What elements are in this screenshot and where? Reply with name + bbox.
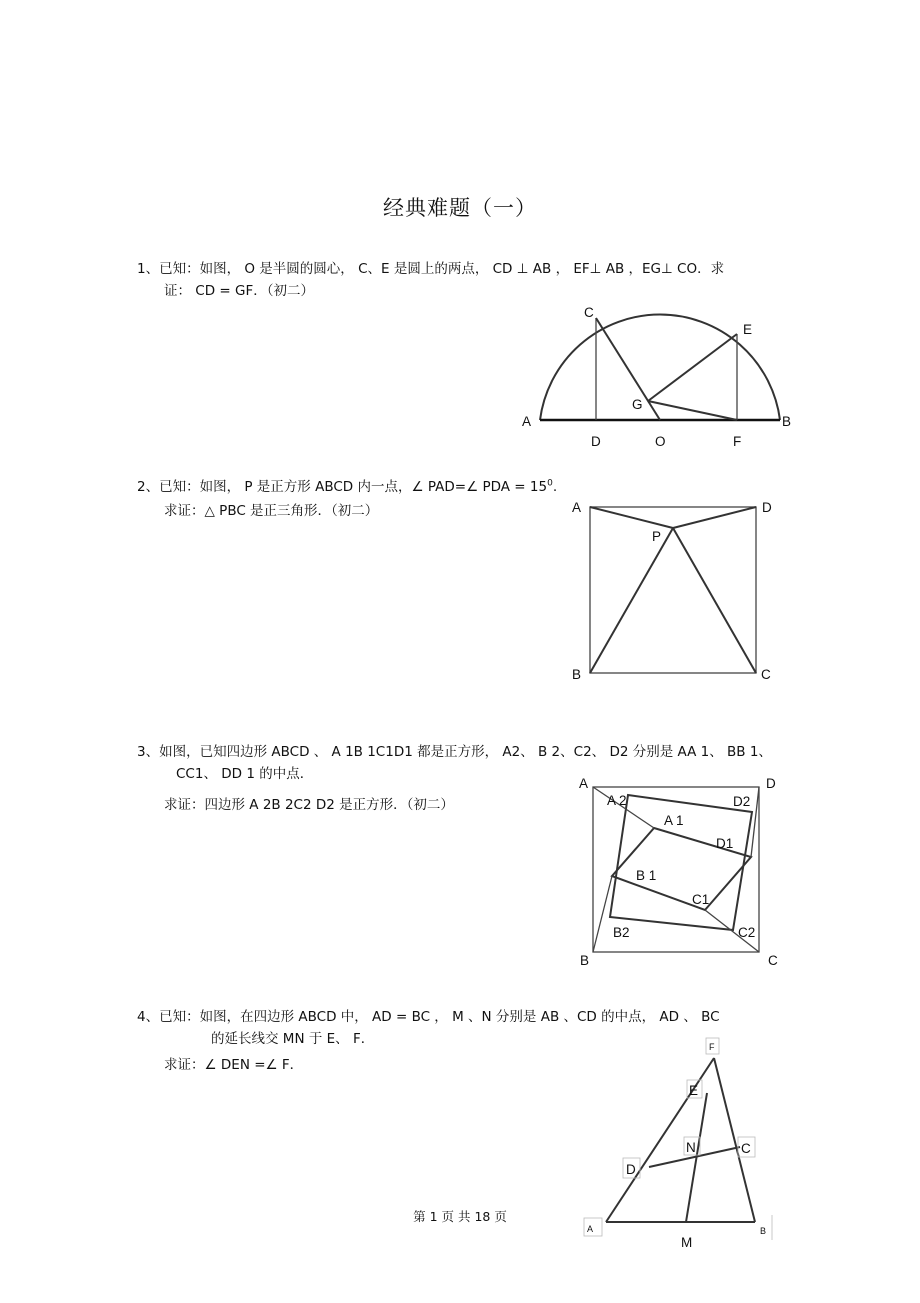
- figure-1-semicircle: [522, 305, 791, 449]
- segment-eg: [648, 334, 737, 401]
- label-C: C: [741, 1141, 751, 1156]
- problem-2-line-1: 2、已知：如图， P 是正方形 ABCD 内一点，∠ PAD=∠ PDA = $15^0$.: [137, 478, 558, 495]
- label-A: A: [587, 1224, 594, 1234]
- problem-2-line-2: 求证：△ PBC 是正三角形．（初二）: [164, 503, 379, 519]
- label-A: A: [572, 500, 582, 515]
- label-F: F: [733, 434, 742, 449]
- label-E: E: [743, 322, 753, 337]
- label-D: D: [766, 776, 776, 791]
- figure-2-square: [572, 500, 772, 682]
- label-B2: B2: [613, 925, 630, 940]
- page-footer: 第 1 页 共 18 页: [413, 1209, 507, 1224]
- segment-gf: [648, 401, 737, 420]
- label-A: A: [579, 776, 589, 791]
- figure-3-nested-squares: [579, 776, 778, 968]
- problem-3-line-2: CC1、 DD 1 的中点．: [176, 766, 314, 782]
- label-D: D: [591, 434, 601, 449]
- problem-4-line-1: 4、已知：如图，在四边形 ABCD 中， AD = BC ， M 、N 分别是 AB 、CD 的中点， AD 、 BC: [137, 1009, 720, 1025]
- label-B: B: [572, 667, 582, 682]
- segment-co: [596, 318, 660, 420]
- label-C2: C2: [738, 925, 756, 940]
- problem-1-line-1: 1、已知：如图， O 是半圆的圆心， C、E 是圆上的两点， CD ⊥ AB ， EF⊥ AB ，EG⊥ CO．求: [137, 261, 725, 277]
- label-P: P: [652, 529, 662, 544]
- label-C: C: [761, 667, 771, 682]
- page-title: 经典难题（一）: [383, 196, 537, 220]
- label-B1: B 1: [636, 868, 657, 883]
- segment-bf: [714, 1058, 755, 1222]
- label-B: B: [760, 1226, 767, 1236]
- label-D: D: [762, 500, 772, 515]
- label-A1: A 1: [664, 813, 684, 828]
- problem-4-line-2: 的延长线交 MN 于 E、 F．: [211, 1031, 375, 1047]
- square-abcd: [590, 507, 756, 673]
- label-B: B: [580, 953, 590, 968]
- problem-3-line-1: 3、如图，已知四边形 ABCD 、 A 1B 1C1D1 都是正方形， A2、 B 2、C2、 D2 分别是 AA 1、 BB 1、: [137, 744, 772, 760]
- label-D1: D1: [716, 836, 734, 851]
- problem-3-line-3: 求证：四边形 A 2B 2C2 D2 是正方形．（初二）: [164, 797, 454, 813]
- label-D2: D2: [733, 794, 751, 809]
- label-N: N: [686, 1140, 696, 1155]
- label-C: C: [768, 953, 778, 968]
- label-A2: A 2: [607, 793, 627, 808]
- label-C1: C1: [692, 892, 710, 907]
- label-D: D: [626, 1162, 636, 1177]
- label-B: B: [782, 414, 792, 429]
- label-E: E: [689, 1083, 699, 1098]
- label-C: C: [584, 305, 594, 320]
- label-G: G: [632, 397, 643, 412]
- problem-4-line-3: 求证：∠ DEN =∠ F．: [164, 1057, 304, 1073]
- label-A: A: [522, 414, 532, 429]
- label-F: F: [709, 1042, 715, 1052]
- label-M: M: [681, 1235, 693, 1250]
- label-O: O: [655, 434, 666, 449]
- problem-1-line-2: 证： CD = GF．（初二）: [164, 283, 314, 299]
